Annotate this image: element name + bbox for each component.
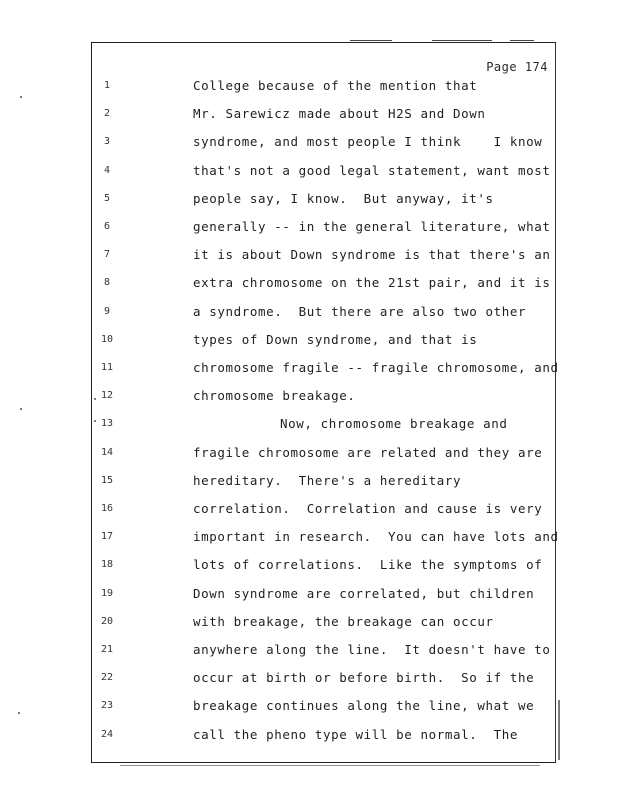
transcript-line <box>0 727 618 755</box>
transcript-line <box>0 78 618 106</box>
line-number: 9 <box>103 305 111 317</box>
transcript-line <box>0 219 618 247</box>
line-number: 13 <box>100 418 114 430</box>
line-text: generally -- in the general literature, what <box>193 219 551 234</box>
line-text: people say, I know. But anyway, it's <box>193 190 494 206</box>
line-number: 3 <box>103 136 111 148</box>
line-text: fragile chromosome are related and they are <box>193 444 543 460</box>
transcript-line <box>0 698 618 726</box>
line-number: 5 <box>103 192 111 204</box>
transcript-line <box>0 388 618 416</box>
line-number: 18 <box>100 559 114 571</box>
line-text: types of Down syndrome, and that is <box>193 331 478 347</box>
line-text: breakage continues along the line, what we <box>193 698 535 714</box>
line-number: 19 <box>100 587 114 599</box>
line-text: Now, chromosome breakage and <box>280 416 508 432</box>
line-number: 23 <box>100 700 114 712</box>
transcript-line <box>0 275 618 303</box>
line-text: syndrome, and most people I think I know <box>193 134 543 150</box>
line-number: 10 <box>100 333 114 345</box>
transcript-line <box>0 557 618 585</box>
line-number: 22 <box>100 672 114 684</box>
line-text: with breakage, the breakage can occur <box>193 613 494 629</box>
line-number: 1 <box>103 80 111 91</box>
line-number: 8 <box>103 277 111 289</box>
line-text: Mr. Sarewicz made about H2S and Down <box>193 106 486 122</box>
line-text: that's not a good legal statement, want most <box>193 162 551 178</box>
line-text: occur at birth or before birth. So if the <box>193 670 535 686</box>
line-number: 4 <box>103 164 111 176</box>
transcript-line <box>0 106 618 134</box>
line-number: 17 <box>100 531 114 543</box>
transcript-line <box>0 670 618 698</box>
transcript-line <box>0 134 618 162</box>
scan-artifact-bottom <box>120 765 540 766</box>
scan-artifact-top <box>432 40 492 41</box>
transcript-line <box>0 473 618 501</box>
line-number: 20 <box>100 615 114 627</box>
transcript-line <box>0 163 618 191</box>
transcript-line <box>0 501 618 529</box>
transcript-line <box>0 586 618 614</box>
line-number: 2 <box>103 108 111 120</box>
line-number: 6 <box>103 221 111 232</box>
line-number: 15 <box>100 474 114 486</box>
line-text: chromosome fragile -- fragile chromosome, and <box>193 360 559 375</box>
transcript-line <box>0 191 618 219</box>
transcript-line <box>0 247 618 275</box>
transcript-line <box>0 332 618 360</box>
line-text: Down syndrome are correlated, but children <box>193 585 535 601</box>
transcript-line <box>0 416 618 444</box>
transcript-line <box>0 304 618 332</box>
line-text: it is about Down syndrome is that there's an <box>193 247 551 263</box>
line-text: call the pheno type will be normal. The <box>193 726 519 742</box>
transcript-line <box>0 642 618 670</box>
line-number: 7 <box>103 249 111 261</box>
line-text: College because of the mention that <box>193 78 478 93</box>
line-text: chromosome breakage. <box>193 388 356 404</box>
line-text: a syndrome. But there are also two other <box>193 303 527 319</box>
scan-artifact-top <box>350 40 392 41</box>
line-text: hereditary. There's a hereditary <box>193 472 462 488</box>
page-number: Page 174 <box>486 60 548 74</box>
line-number: 16 <box>100 503 114 514</box>
line-number: 24 <box>100 728 114 740</box>
line-text: correlation. Correlation and cause is very <box>193 501 543 516</box>
line-number: 11 <box>100 362 114 373</box>
transcript-line <box>0 614 618 642</box>
line-number: 21 <box>100 644 114 655</box>
scan-artifact-top <box>510 40 534 41</box>
line-text: extra chromosome on the 21st pair, and it is <box>193 275 551 291</box>
line-text: important in research. You can have lots and <box>193 529 559 545</box>
line-number: 14 <box>100 446 114 458</box>
line-text: lots of correlations. Like the symptoms of <box>193 557 543 573</box>
transcript-line <box>0 360 618 388</box>
line-number: 12 <box>100 390 114 402</box>
line-text: anywhere along the line. It doesn't have to <box>193 642 551 657</box>
transcript-line <box>0 529 618 557</box>
transcript-line <box>0 445 618 473</box>
